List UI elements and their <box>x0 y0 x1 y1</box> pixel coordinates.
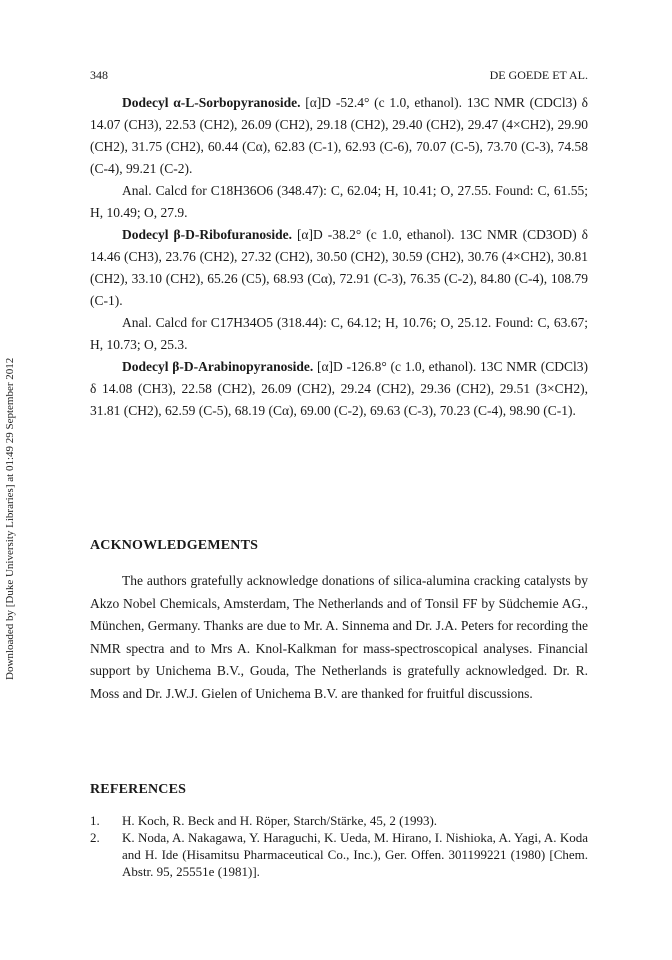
references-heading: REFERENCES <box>90 782 187 797</box>
reference-item <box>90 829 588 880</box>
optical-rotation: [α]D -52.4° (c 1.0, ethanol). <box>305 95 463 110</box>
download-watermark: Downloaded by [Duke University Libraries] at 01:49 29 September 2012 <box>4 357 16 680</box>
nmr-data: 13C NMR (CD3OD) δ 14.46 (CH3), 23.76 (CH2), 27.32 (CH2), 30.50 (CH2), 30.59 (CH2), 30.76 (4×CH2), 30.81 (CH2), 33.10 (CH2), 65.26 (C5), 68.93 (Cα), 72.91 (C-3), 76.35 (C-2), 84.80 (C-4), 108.79 (C-1). <box>90 227 588 308</box>
acknowledgements-text: The authors gratefully acknowledge donations of silica-alumina cracking catalysts by Akzo Nobel Chemicals, Amsterdam, The Netherlands and of Tonsil FF by Südchemie AG., München, Germany. Thanks are due to Mr. A. Sinnema and Dr. J.A. Peters for recording the NMR spectra and to Mrs A. Knol-Kalkman for mass-spectroscopical analyses. Financial support by Unichema B.V., Gouda, The Netherlands is gratefully acknowledged. Dr. R. Moss and Dr. J.W.J. Gielen of Unichema B.V. are thanked for fruitful discussions. <box>90 573 588 701</box>
compound-data-section <box>90 92 588 422</box>
reference-text: K. Noda, A. Nakagawa, Y. Haraguchi, K. Ueda, M. Hirano, I. Nishioka, A. Yagi, A. Koda and H. Ide (Hisamitsu Pharmaceutical Co., Inc.), Ger. Offen. 301199221 (1980) [Chem. Abstr. 95, 25551e (1981)]. <box>122 830 588 879</box>
running-head: DE GOEDE ET AL. <box>489 68 588 82</box>
compound-name: Dodecyl β-D-Ribofuranoside. <box>122 227 292 242</box>
page-number: 348 <box>90 68 108 82</box>
reference-text: H. Koch, R. Beck and H. Röper, Starch/Stärke, 45, 2 (1993). <box>122 813 438 828</box>
reference-list <box>90 812 588 880</box>
compound-name: Dodecyl α-L-Sorbopyranoside. <box>122 95 301 110</box>
nmr-data: 13C NMR (CDCl3) δ 14.07 (CH3), 22.53 (CH2), 26.09 (CH2), 29.18 (CH2), 29.40 (CH2), 29.47 (4×CH2), 29.90 (CH2), 31.75 (CH2), 60.44 (Cα), 62.83 (C-1), 62.93 (C-6), 70.07 (C-5), 73.70 (C-3), 74.58 (C-4), 99.21 (C-2). <box>90 95 589 176</box>
acknowledgements-section <box>90 538 588 705</box>
reference-item <box>90 812 588 829</box>
reference-number: 2. <box>90 830 100 845</box>
compound-paragraph-1 <box>90 92 588 180</box>
acknowledgements-heading: ACKNOWLEDGEMENTS <box>90 538 259 553</box>
analysis-paragraph-1: Anal. Calcd for C18H36O6 (348.47): C, 62.04; H, 10.41; O, 27.55. Found: C, 61.55; H, 10.49; O, 27.9. <box>90 183 588 220</box>
compound-paragraph-2 <box>90 224 588 312</box>
optical-rotation: [α]D -126.8° (c 1.0, ethanol). <box>316 359 477 374</box>
optical-rotation: [α]D -38.2° (c 1.0, ethanol). <box>296 227 455 242</box>
reference-number: 1. <box>90 813 100 828</box>
references-section <box>90 782 588 880</box>
compound-name: Dodecyl β-D-Arabinopyranoside. <box>122 359 314 374</box>
nmr-data: 13C NMR (CDCl3) δ 14.08 (CH3), 22.58 (CH2), 26.09 (CH2), 29.24 (CH2), 29.36 (CH2), 29.51 (3×CH2), 31.81 (CH2), 62.59 (C-5), 68.19 (Cα), 69.00 (C-2), 69.63 (C-3), 70.23 (C-4), 98.90 (C-1). <box>90 359 588 418</box>
analysis-paragraph-2: Anal. Calcd for C17H34O5 (318.44): C, 64.12; H, 10.76; O, 25.12. Found: C, 63.67; H, 10.73; O, 25.3. <box>90 315 588 352</box>
compound-paragraph-3 <box>90 356 588 422</box>
